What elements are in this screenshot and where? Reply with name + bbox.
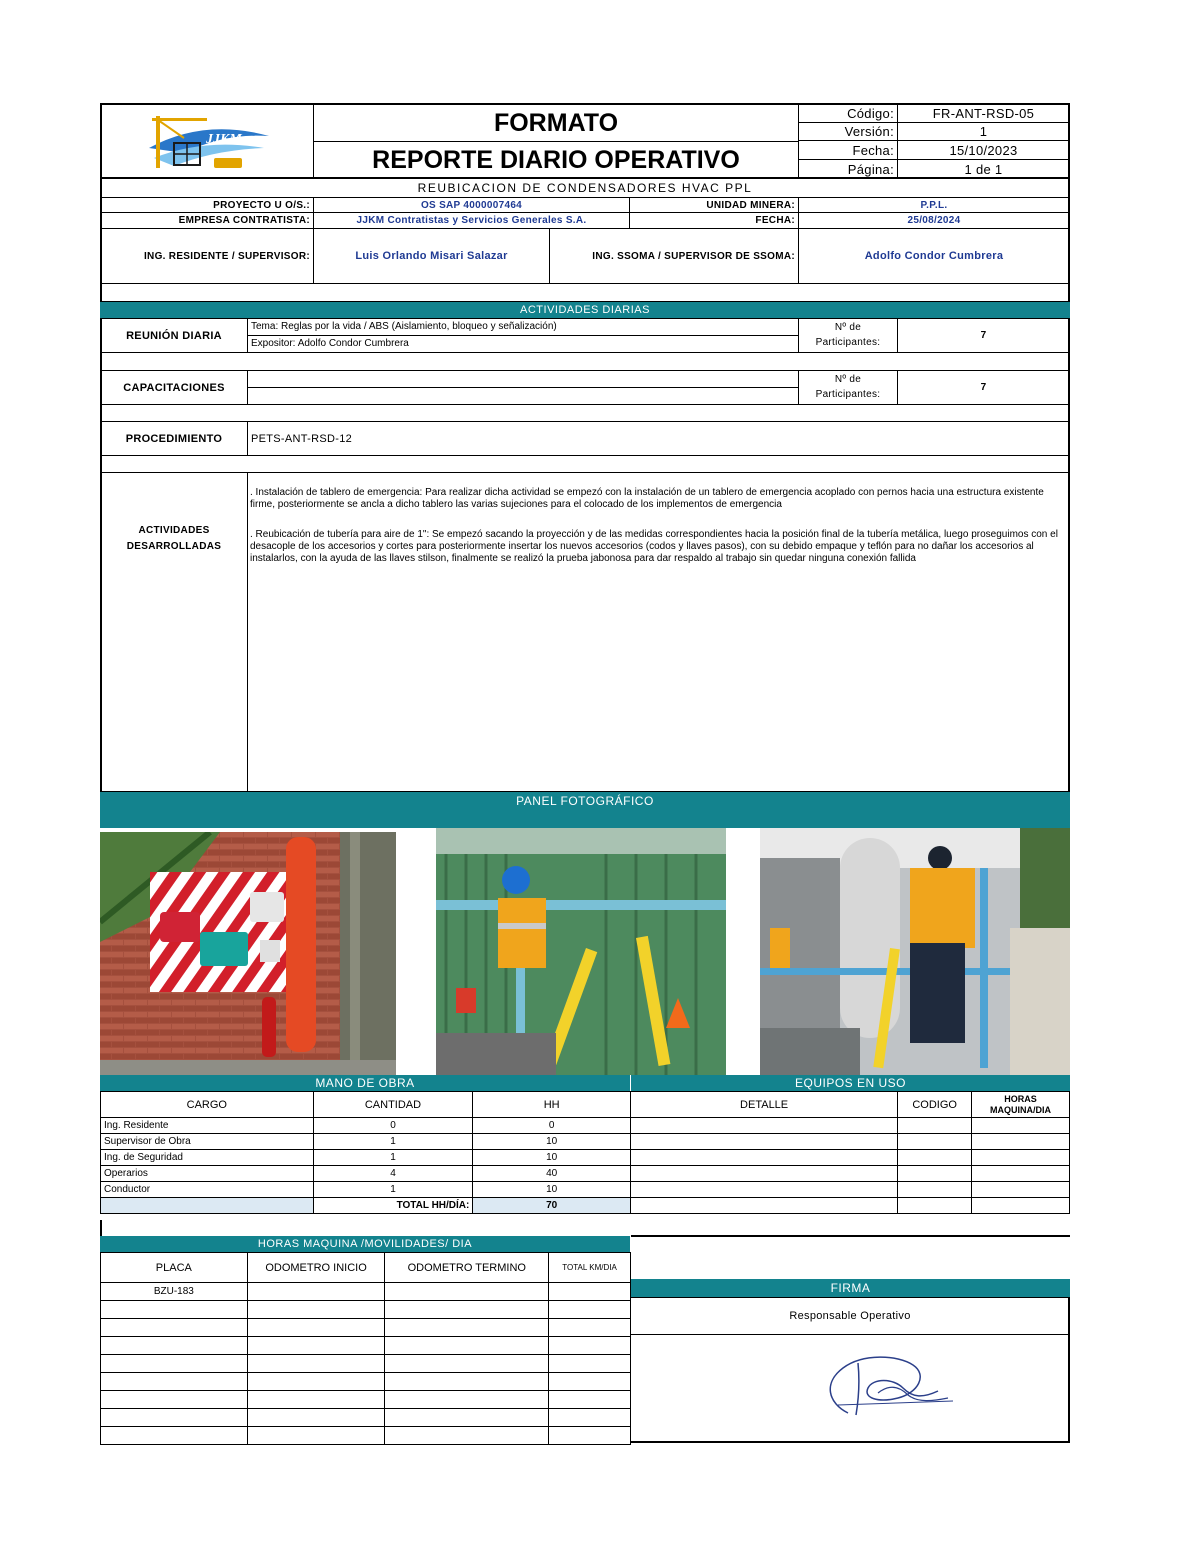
- cargo-cell: Conductor: [101, 1182, 314, 1198]
- unidad-value: P.P.L.: [920, 199, 948, 211]
- cantidad-cell: 1: [313, 1182, 473, 1198]
- project-name: REUBICACION DE CONDENSADORES HVAC PPL: [417, 181, 753, 195]
- capacitaciones-line-2: [247, 387, 799, 405]
- table-row: [101, 1166, 631, 1182]
- actividad-paragraph-2: . Reubicación de tubería para aire de 1": Se empezó sacando la proyección y de las medidas correspondientes hacia la posición final de la tubería metálica, luego proseguimos con el desacople de los accesorios y cortes para posteriormente insertar los nuevos accesorios (codos y llaves pasos), con su debido empaque y teflón para no dañar los accesorios al instalarlos, con la ayuda de las llaves stilson, finalmente se realizó la prueba jabonosa para dar respaldo al trabajo sin quedar ninguna conexión fallida: [250, 529, 1058, 564]
- spacer-row-3: [100, 404, 1070, 422]
- table-row: [101, 1118, 631, 1134]
- horas-maquina-top-line: [631, 1235, 1070, 1237]
- actividades-header: ACTIVIDADES DIARIAS: [100, 302, 1070, 318]
- desarrolladas-body-cell: [247, 472, 1070, 792]
- procedimiento-value: PETS-ANT-RSD-12: [251, 432, 353, 445]
- col-detalle: DETALLE: [631, 1092, 898, 1118]
- photo-pipe-work-image: [436, 828, 726, 1075]
- col-horas-line-2: MAQUINA/DIA: [990, 1104, 1052, 1115]
- col-odometro-termino: ODOMETRO TERMINO: [385, 1253, 549, 1283]
- unidad-label: UNIDAD MINERA:: [706, 199, 795, 211]
- spacer-row-4: [100, 455, 1070, 473]
- total-value: 70: [473, 1198, 631, 1214]
- firma-header: FIRMA: [631, 1279, 1070, 1297]
- logo-text: JJKM: [206, 132, 242, 147]
- actividad-paragraph-1: . Instalación de tablero de emergencia: Para realizar dicha actividad se empezó con la instalación de un tablero de emergencia acoplado con pernos hacia una estructura existente firme, posteriormente se ancla a dicho tablero las varias sujeciones para el colocado de los implementos de emergencia: [250, 487, 1044, 510]
- panel-subheader: [100, 810, 1070, 828]
- col-horas-line-1: HORAS: [1004, 1093, 1037, 1104]
- residente-label: ING. RESIDENTE / SUPERVISOR:: [143, 250, 310, 262]
- capacitaciones-participantes: 7: [980, 382, 987, 393]
- ssoma-label: ING. SSOMA / SUPERVISOR DE SSOMA:: [592, 250, 795, 262]
- table-row: [101, 1134, 631, 1150]
- placa-value: BZU-183: [101, 1283, 248, 1301]
- capacitaciones-line-1: [247, 370, 799, 388]
- empresa-label: EMPRESA CONTRATISTA:: [178, 215, 310, 226]
- cap-participantes-label-2: Participantes:: [815, 388, 881, 400]
- total-spacer: [101, 1198, 314, 1214]
- cargo-cell: Operarios: [101, 1166, 314, 1182]
- photo-pipe-work: [436, 828, 726, 1075]
- total-label: TOTAL HH/DÍA:: [313, 1198, 473, 1214]
- responsable-label: Responsable Operativo: [789, 1310, 911, 1322]
- hh-cell: 10: [473, 1134, 631, 1150]
- cantidad-cell: 1: [313, 1134, 473, 1150]
- equipos-header: EQUIPOS EN USO: [631, 1075, 1070, 1091]
- capacitaciones-label: CAPACITACIONES: [123, 381, 225, 394]
- hh-cell: 40: [473, 1166, 631, 1182]
- desarrolladas-label-1: ACTIVIDADES: [138, 524, 210, 536]
- signature-image: [818, 1343, 958, 1423]
- pagina-label: Página:: [847, 162, 894, 177]
- reunion-expositor: Expositor: Adolfo Condor Cumbrera: [251, 338, 409, 349]
- col-cargo: CARGO: [101, 1092, 314, 1118]
- horas-maquina-header: HORAS MAQUINA /MOVILIDADES/ DIA: [100, 1236, 630, 1252]
- cantidad-cell: 4: [313, 1166, 473, 1182]
- company-logo: [144, 108, 274, 178]
- table-row: [101, 1150, 631, 1166]
- reunion-tema: Tema: Reglas por la vida / ABS (Aislamiento, bloqueo y señalización): [251, 321, 557, 332]
- col-codigo: CODIGO: [898, 1092, 972, 1118]
- spacer-row-2: [100, 352, 1070, 371]
- report-sheet: [100, 103, 1070, 1443]
- fecha-project-label: FECHA:: [755, 215, 795, 226]
- col-total-km: TOTAL KM/DIA: [549, 1253, 631, 1283]
- participantes-label-2: Participantes:: [815, 336, 881, 348]
- photo-emergency-board-image: [100, 832, 396, 1075]
- form-title: FORMATO: [493, 108, 619, 137]
- proyecto-value: OS SAP 4000007464: [420, 199, 523, 211]
- table-row: [101, 1182, 631, 1198]
- photo-ladder-work-image: [760, 828, 1070, 1075]
- col-horas: [972, 1092, 1070, 1118]
- col-odometro-inicio: ODOMETRO INICIO: [247, 1253, 385, 1283]
- version-value: 1: [979, 124, 988, 139]
- cantidad-cell: 0: [313, 1118, 473, 1134]
- codigo-label: Código:: [847, 106, 894, 121]
- hh-cell: 0: [473, 1118, 631, 1134]
- codigo-value: FR-ANT-RSD-05: [932, 106, 1035, 121]
- mano-obra-table: [100, 1091, 631, 1214]
- col-cantidad: CANTIDAD: [313, 1092, 473, 1118]
- ssoma-value: Adolfo Condor Cumbrera: [864, 250, 1004, 262]
- col-placa: PLACA: [101, 1253, 248, 1283]
- cantidad-cell: 1: [313, 1150, 473, 1166]
- desarrolladas-label-cell: [100, 472, 248, 792]
- col-hh: HH: [473, 1092, 631, 1118]
- spacer-row-5: [100, 1220, 1070, 1236]
- hh-cell: 10: [473, 1150, 631, 1166]
- horas-maquina-table: [100, 1252, 631, 1445]
- reunion-label: REUNIÓN DIARIA: [126, 329, 222, 342]
- panel-header: PANEL FOTOGRÁFICO: [100, 792, 1070, 810]
- cap-participantes-label-1: Nº de: [834, 373, 862, 385]
- desarrolladas-label-2: DESARROLLADAS: [126, 540, 222, 552]
- residente-value: Luis Orlando Misari Salazar: [355, 250, 508, 262]
- fecha-label: Fecha:: [852, 142, 894, 158]
- pagina-value: 1 de 1: [964, 162, 1003, 177]
- cargo-cell: Ing. Residente: [101, 1118, 314, 1134]
- empresa-value: JJKM Contratistas y Servicios Generales S.A.: [356, 215, 587, 226]
- mano-obra-header: MANO DE OBRA: [100, 1075, 630, 1091]
- fecha-project-value: 25/08/2024: [907, 215, 961, 226]
- version-label: Versión:: [844, 124, 894, 139]
- photo-emergency-board: [100, 832, 396, 1075]
- hh-cell: 10: [473, 1182, 631, 1198]
- reunion-participantes: 7: [980, 330, 987, 341]
- participantes-label-1: Nº de: [834, 321, 862, 333]
- equipos-table: [630, 1091, 1070, 1214]
- fecha-value: 15/10/2023: [949, 142, 1018, 158]
- proyecto-label: PROYECTO U O/S.:: [213, 199, 310, 211]
- procedimiento-label: PROCEDIMIENTO: [125, 432, 223, 445]
- photo-ladder-work: [760, 828, 1070, 1075]
- logo-cell: [100, 103, 314, 179]
- spacer-row: [100, 283, 1070, 302]
- cargo-cell: Ing. de Seguridad: [101, 1150, 314, 1166]
- report-title: REPORTE DIARIO OPERATIVO: [372, 145, 740, 174]
- cargo-cell: Supervisor de Obra: [101, 1134, 314, 1150]
